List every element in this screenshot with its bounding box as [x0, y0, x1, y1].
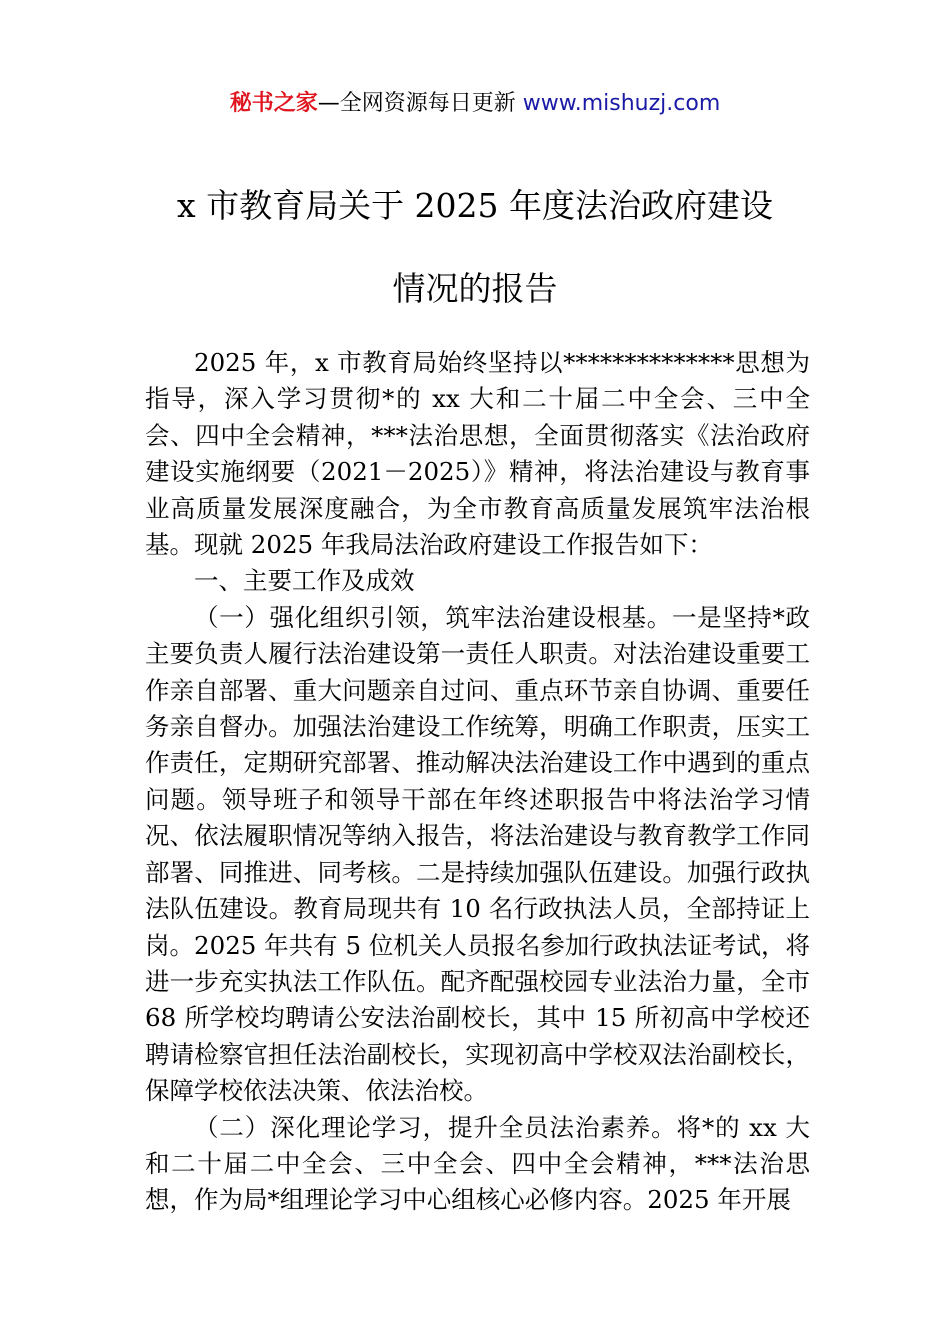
- body-paragraph: （一）强化组织引领，筑牢法治建设根基。一是坚持*政主要负责人履行法治建设第一责任人职责。对法治建设重要工作亲自部署、重大问题亲自过问、重点环节亲自协调、重要任务亲自督办。加强法治建设工作统筹，明确工作职责，压实工作责任，定期研究部署、推动解决法治建设工作中遇到的重点问题。领导班子和领导干部在年终述职报告中将法治学习情况、依法履职情况等纳入报告，将法治建设与教育教学工作同部署、同推进、同考核。二是持续加强队伍建设。加强行政执法队伍建设。教育局现共有 10 名行政执法人员，全部持证上岗。2025 年共有 5 位机关人员报名参加行政执法证考试，将进一步充实执法工作队伍。配齐配强校园专业法治力量，全市 68 所学校均聘请公安法治副校长，其中 15 所初高中学校还聘请检察官担任法治副校长，实现初高中学校双法治副校长，保障学校依法决策、依法治校。: [145, 602, 810, 1106]
- body-paragraph: （二）深化理论学习，提升全员法治素养。将*的 xx 大和二十届二中全会、三中全会、四中全会精神，***法治思想，作为局*组理论学习中心组核心必修内容。2025 年开展: [145, 1112, 810, 1215]
- section-heading: 一、主要工作及成效: [194, 566, 415, 596]
- site-brand: 秘书之家: [229, 91, 318, 116]
- document-title: [145, 182, 805, 313]
- site-url-link[interactable]: www.mishuzj.com: [522, 91, 721, 116]
- site-tagline: —全网资源每日更新: [317, 91, 516, 116]
- document-title-line-1: x 市教育局关于 2025 年度法治政府建设: [176, 186, 774, 226]
- intro-paragraph: 2025 年，x 市教育局始终坚持以**************思想为指导，深入学习贯彻*的 xx 大和二十届二中全会、三中全会、四中全会精神，***法治思想，全面贯彻落实《法治政府建设实施纲要（2021－2025）》精神，将法治建设与教育事业高质量发展深度融合，为全市教育高质量发展筑牢法治根基。现就 2025 年我局法治政府建设工作报告如下：: [145, 348, 810, 560]
- site-banner: [0, 88, 950, 120]
- document-title-line-2: 情况的报告: [392, 269, 558, 309]
- document-body: [145, 345, 810, 1219]
